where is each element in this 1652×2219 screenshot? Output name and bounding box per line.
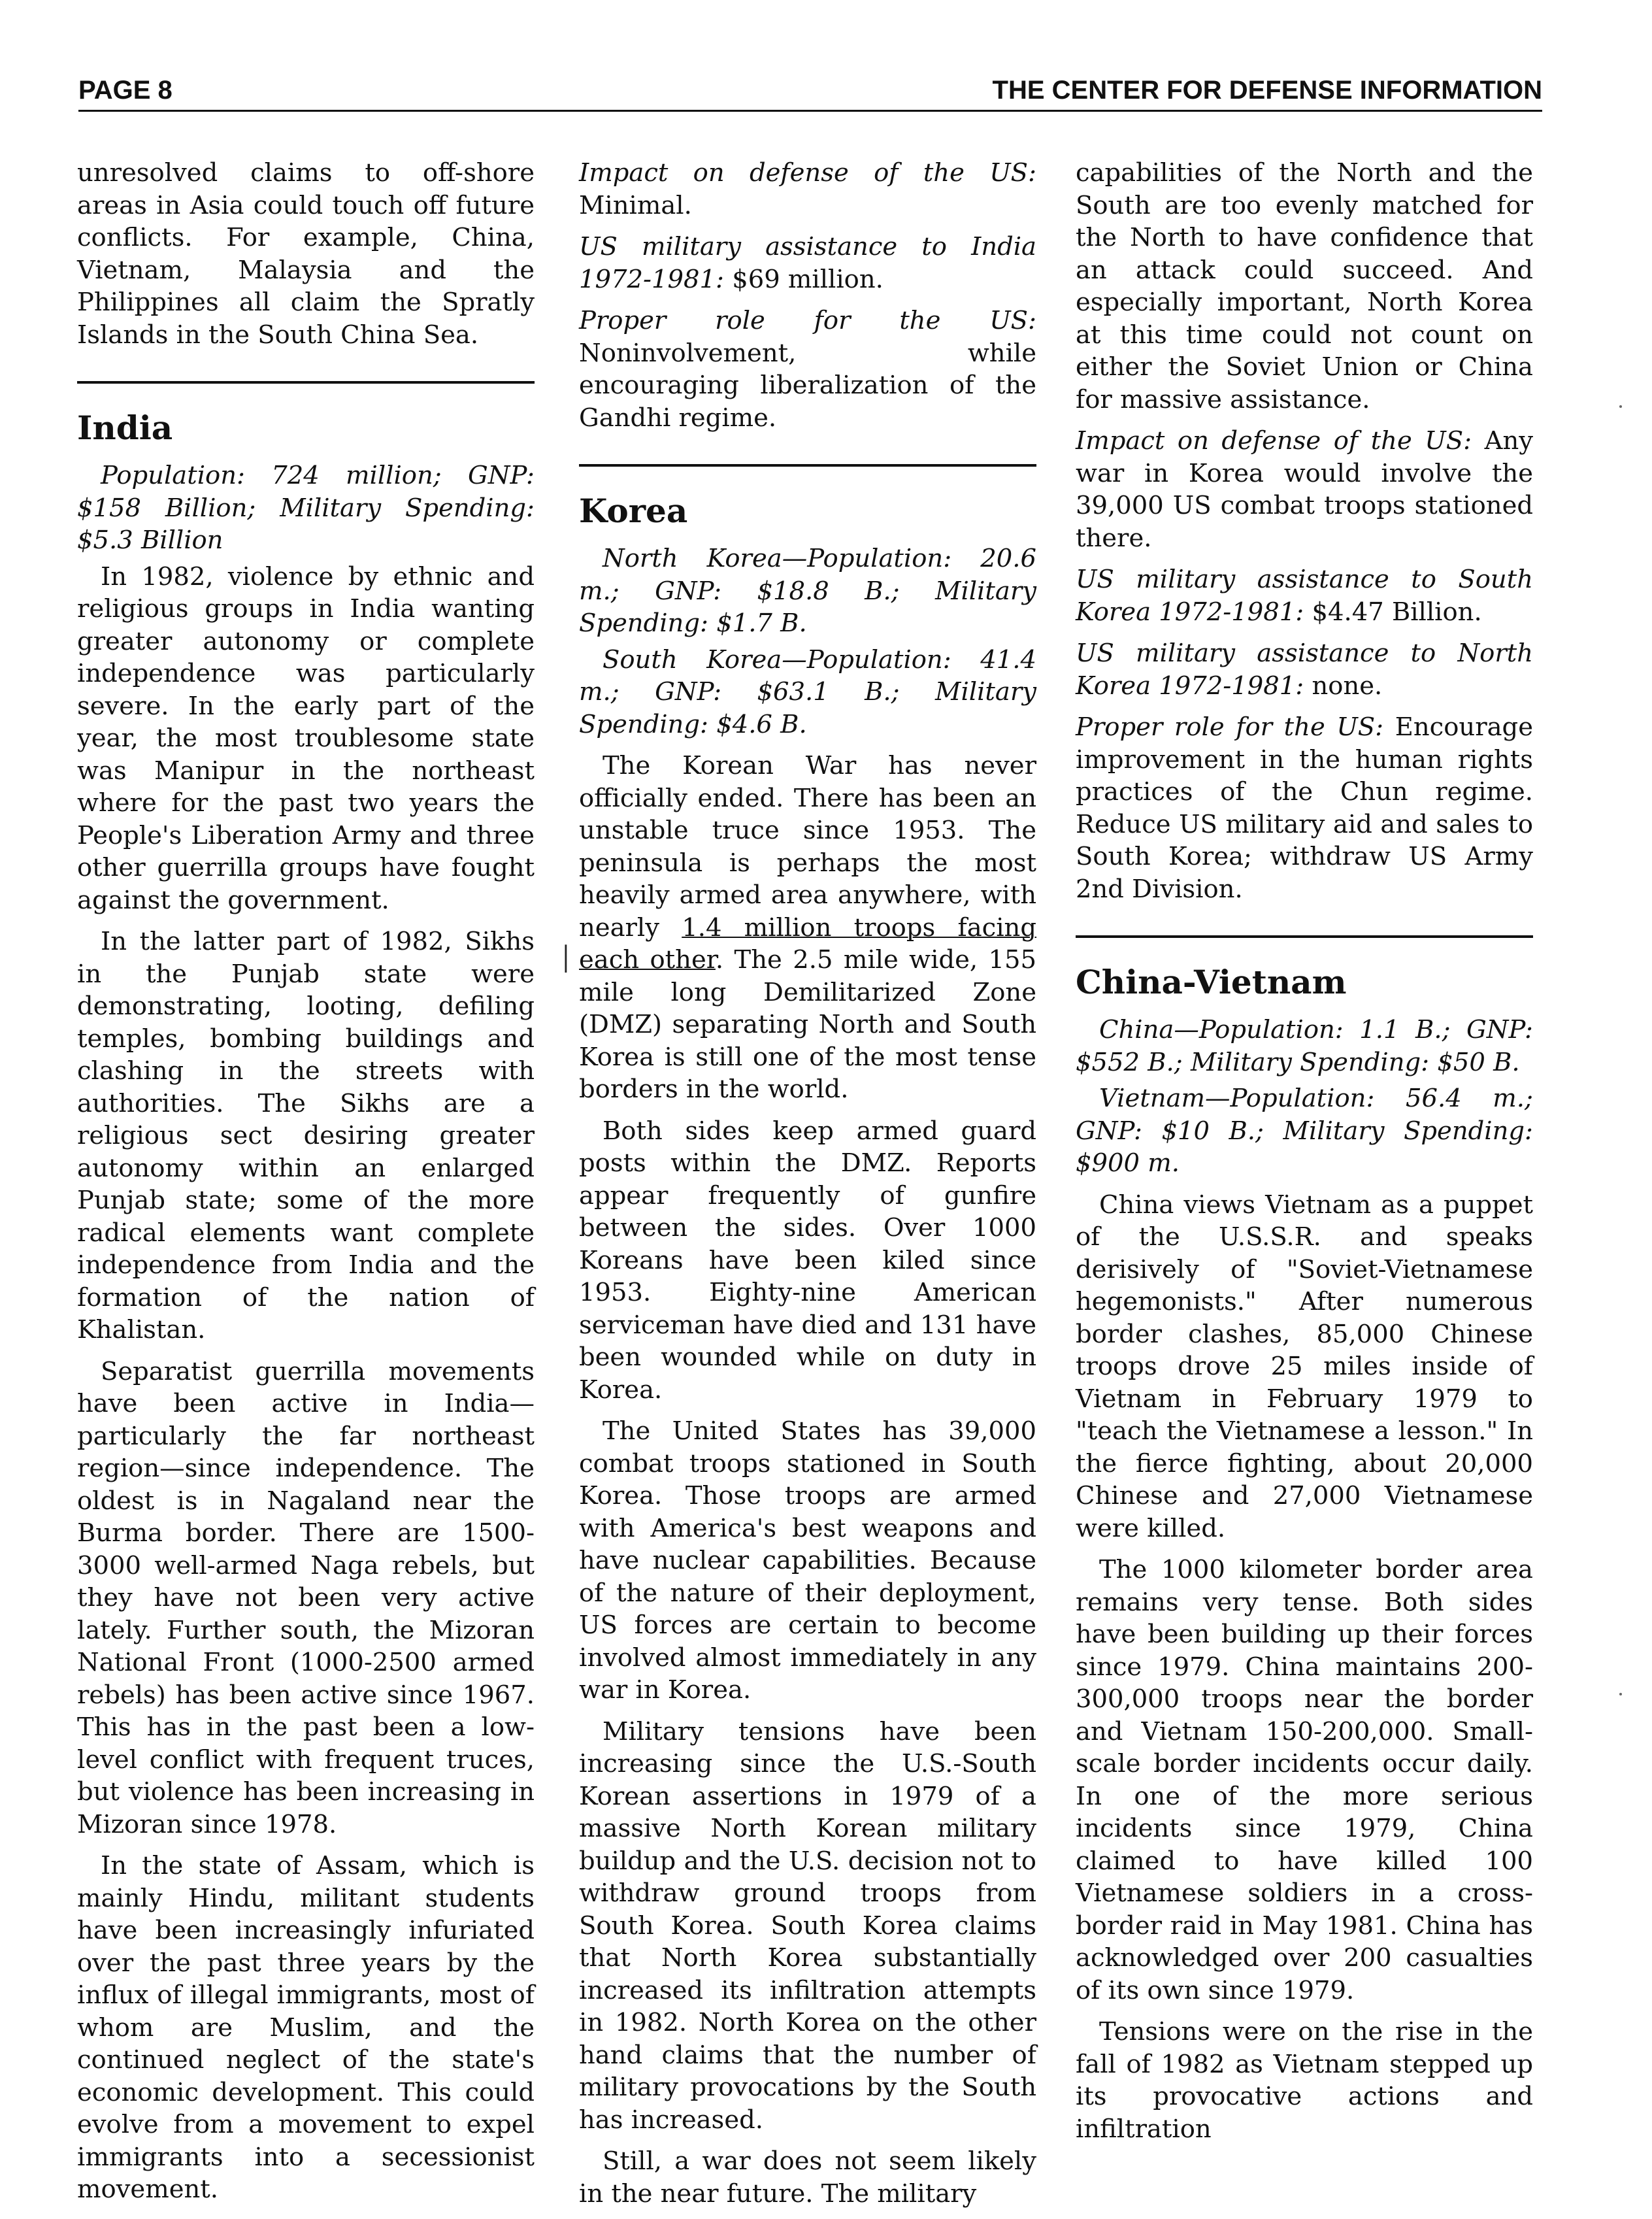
- assistance-value: $4.47 Billion.: [1312, 597, 1482, 627]
- assistance-label: US military assistance to India 1972-1981:: [579, 232, 1036, 294]
- india-paragraph-3: Separatist guerrilla movements have been active in India—particularly the far northeast region—since independence. The oldest is in Nagaland near the Burma border. There are 1500-3000 well-armed Naga rebels, but they have not been very active lately. Further south, the Mizoran National Front (1000-2500 armed rebels) has been active since 1967. This has in the past been a low-level conflict with frequent truces, but violence has been increasing in Mizoran since 1978.: [77, 1356, 535, 1839]
- korea-paragraph-3: The United States has 39,000 combat troops stationed in South Korea. Those troops are armed with America's best weapons and have nuclear capabilities. Because of the nature of their deployment, US forces are certain to become involved almost immediately in any war in Korea.: [579, 1416, 1036, 1705]
- india-paragraph-4: In the state of Assam, which is mainly Hindu, militant students have been increasingly infuriated over the past three years by the influx of illegal immigrants, most of whom are Muslim, and the continued neglect of the state's economic development. This could evolve from a movement to expel immigrants into a secessionist movement.: [77, 1851, 535, 2204]
- section-heading-korea: Korea: [579, 492, 688, 530]
- column-1: [77, 157, 535, 2215]
- china-stats: China—Population: 1.1 B.; GNP: $552 B.; Military Spending: $50 B.: [1076, 1015, 1533, 1077]
- impact-value: Minimal.: [579, 190, 692, 220]
- role-label: Proper role for the US:: [579, 306, 1036, 335]
- vietnam-stats: Vietnam—Population: 56.4 m.; GNP: $10 B.; Military Spending: $900 m.: [1076, 1084, 1533, 1178]
- scan-speck: [1619, 1693, 1622, 1695]
- handwritten-margin-mark: │: [559, 946, 573, 973]
- korea-continued-paragraph: capabilities of the North and the South are too evenly matched for the North to have confidence that an attack could succeed. And especially important, North Korea at this time could not count on either the Soviet Union or China for massive assistance.: [1076, 158, 1533, 414]
- section-heading-china-vietnam: China-Vietnam: [1076, 963, 1347, 1001]
- south-korea-assistance: [1076, 563, 1533, 628]
- column-2: [579, 157, 1036, 2219]
- impact-label: Impact on defense of the US:: [579, 158, 1036, 188]
- korea-paragraph-4: Military tensions have been increasing since the U.S.-South Korean assertions in 1979 of a massive North Korean military buildup and the U.S. decision not to withdraw ground troops from South Korea. South Korea claims that North Korea substantially increased its infiltration attempts in 1982. North Korea on the other hand claims that the number of military provocations by the South has increased.: [579, 1716, 1036, 2135]
- india-paragraph-1: In 1982, violence by ethnic and religious groups in India wanting greater autonomy or complete independence was particularly severe. In the early part of the year, the most troublesome state was Manipur in the northeast where for the past two years the People's Liberation Army and three other guerrilla groups have fought against the government.: [77, 561, 535, 915]
- korea-proper-role: [1076, 711, 1533, 905]
- china-vietnam-paragraph-1: China views Vietnam as a puppet of the U.S.S.R. and speaks derisively of "Soviet-Vietnamese hegemonists." After numerous border clashes, 85,000 Chinese troops drove 25 miles inside of Vietnam in February 1979 to "teach the Vietnamese a lesson." In the fierce fighting, about 20,000 Chinese and 27,000 Vietnamese were killed.: [1076, 1190, 1533, 1543]
- intro-paragraph: unresolved claims to off-shore areas in Asia could touch off future conflicts. For example, China, Vietnam, Malaysia and the Philippines all claim the Spratly Islands in the South China Sea.: [77, 158, 535, 350]
- korea-paragraph-5: Still, a war does not seem likely in the near future. The military: [579, 2146, 1036, 2209]
- page-number: PAGE 8: [78, 76, 173, 105]
- impact-value: Any war in Korea would involve the 39,000 US combat troops stationed there.: [1076, 426, 1533, 553]
- assistance-label: US military assistance to North Korea 1972-1981:: [1076, 639, 1533, 701]
- section-divider: [1076, 935, 1533, 938]
- section-divider: [579, 464, 1036, 467]
- section-divider: [77, 381, 535, 384]
- north-korea-assistance: [1076, 637, 1533, 702]
- korea-paragraph-2: Both sides keep armed guard posts within the DMZ. Reports appear frequently of gunfire between the sides. Over 1000 Koreans have been kiled since 1953. Eighty-nine American serviceman have died and 131 have been wounded while on duty in Korea.: [579, 1116, 1036, 1405]
- scan-speck: [1619, 405, 1622, 408]
- korea-impact: [1076, 425, 1533, 554]
- south-korea-stats: South Korea—Population: 41.4 m.; GNP: $63.1 B.; Military Spending: $4.6 B.: [579, 644, 1036, 739]
- role-value: Encourage improvement in the human rights practices of the Chun regime. Reduce US military aid and sales to South Korea; withdraw US Army 2nd Division.: [1076, 712, 1533, 904]
- publication-name: THE CENTER FOR DEFENSE INFORMATION: [992, 76, 1542, 105]
- role-label: Proper role for the US:: [1076, 712, 1384, 742]
- china-vietnam-paragraph-3: Tensions were on the rise in the fall of 1982 as Vietnam stepped up its provocative actions and infiltration: [1076, 2017, 1533, 2144]
- impact-label: Impact on defense of the US:: [1076, 426, 1472, 456]
- india-assistance: [579, 231, 1036, 295]
- india-paragraph-2: In the latter part of 1982, Sikhs in the Punjab state were demonstrating, looting, defiling temples, bombing buildings and clashing in the streets with authorities. The Sikhs are a religious sect desiring greater autonomy within an enlarged Punjab state; some of the more radical elements want complete independence from India and the formation of the nation of Khalistan.: [77, 927, 535, 1344]
- korea-paragraph-1: The Korean War has never officially ended. There has been an unstable truce since 1953. The peninsula is perhaps the most heavily armed area anywhere, with nearly 1.4 million troops facing each other. The 2.5 mile wide, 155 mile long Demilitarized Zone (DMZ) separating North and South Korea is still one of the most tense borders in the world.: [579, 751, 1036, 1104]
- india-stats: Population: 724 million; GNP: $158 Billion; Military Spending: $5.3 Billion: [77, 461, 535, 555]
- underlined-text: 1.4 million troops facing each other: [579, 912, 1036, 975]
- header-rule: [78, 110, 1542, 112]
- assistance-value: $69 million.: [732, 264, 884, 294]
- china-vietnam-paragraph-2: The 1000 kilometer border area remains very tense. Both sides have been building up their forces since 1979. China maintains 200-300,000 troops near the border and Vietnam 150-200,000. Small-scale border incidents occur daily. In one of the more serious incidents since 1979, China claimed to have killed 100 Vietnamese soldiers in a cross-border raid in May 1981. China has acknowledged over 200 casualties of its own since 1979.: [1076, 1555, 1533, 2005]
- india-proper-role: [579, 305, 1036, 434]
- column-3: [1076, 157, 1533, 2154]
- india-impact: [579, 157, 1036, 222]
- north-korea-stats: North Korea—Population: 20.6 m.; GNP: $18.8 B.; Military Spending: $1.7 B.: [579, 544, 1036, 638]
- page-header: [78, 76, 1542, 115]
- assistance-value: none.: [1312, 671, 1383, 701]
- section-heading-india: India: [77, 409, 173, 447]
- role-value: Noninvolvement, while encouraging liberalization of the Gandhi regime.: [579, 338, 1036, 433]
- assistance-label: US military assistance to South Korea 1972-1981:: [1076, 565, 1533, 627]
